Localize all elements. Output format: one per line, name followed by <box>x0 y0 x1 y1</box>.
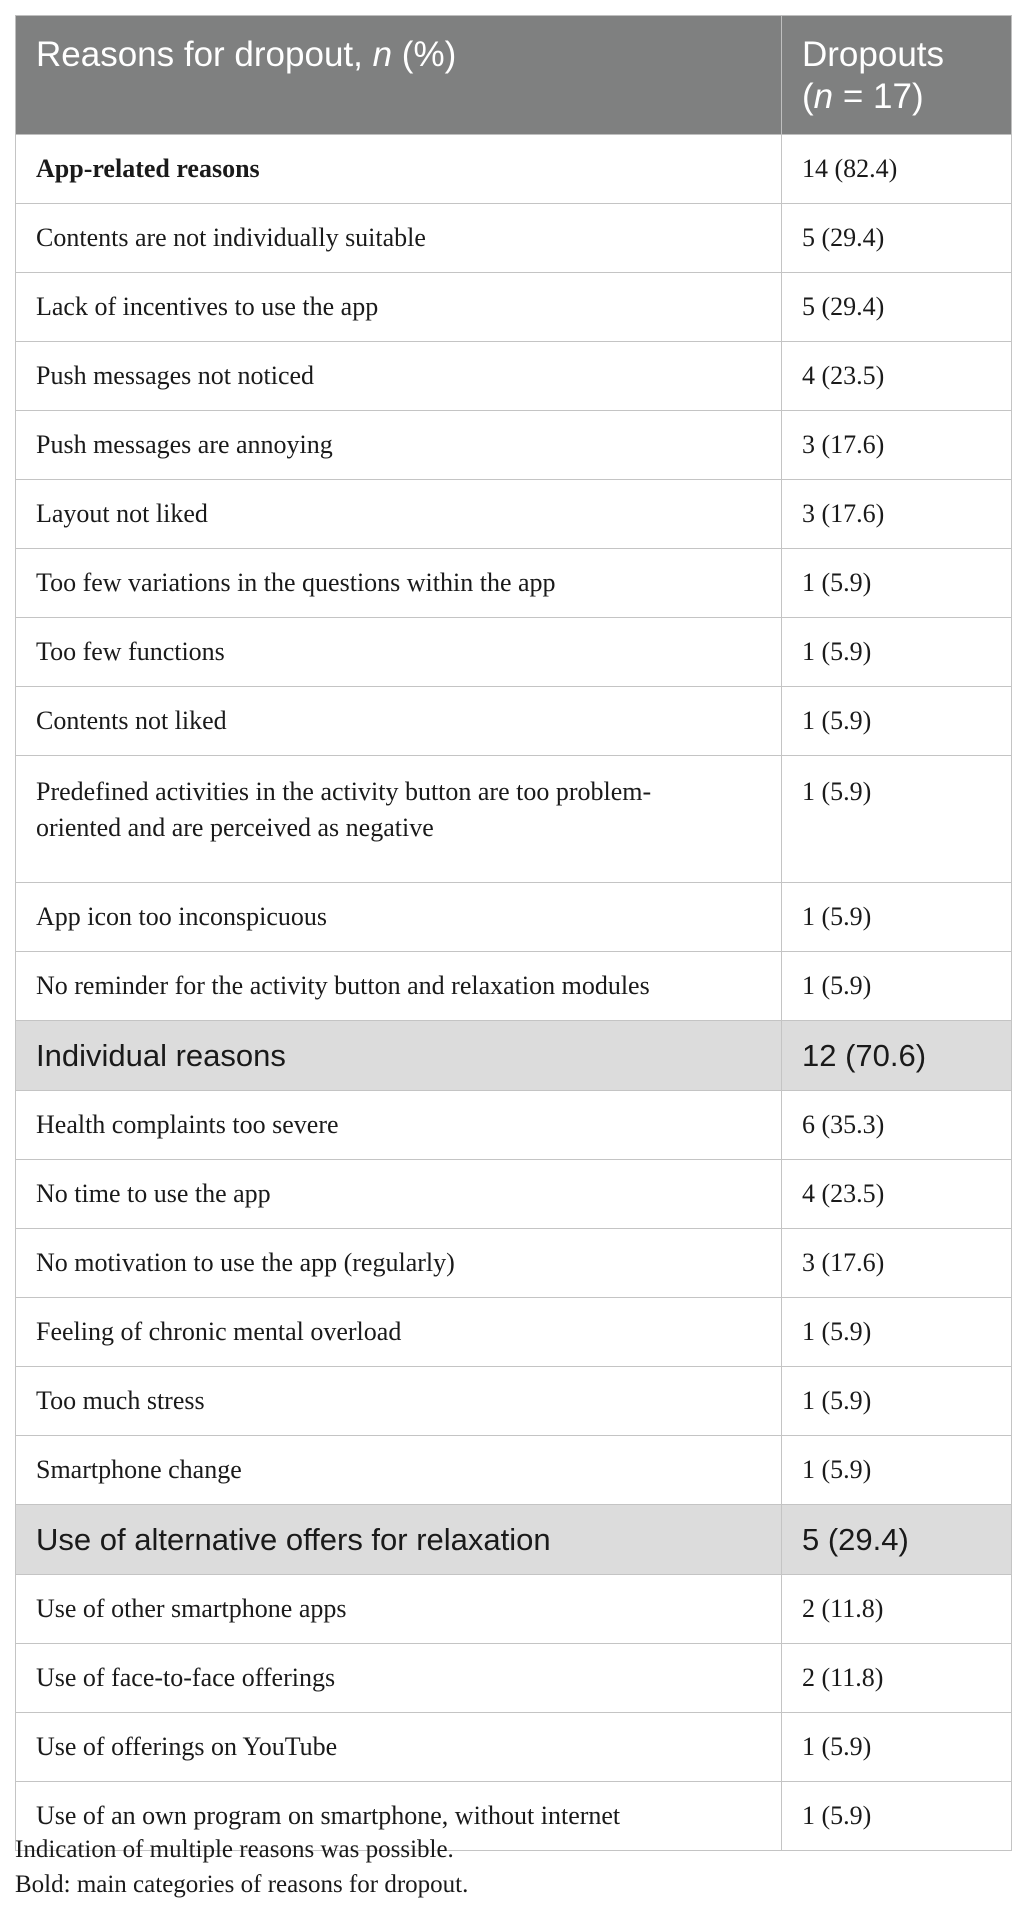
row-value: 1 (5.9) <box>782 1713 1012 1782</box>
row-label: No time to use the app <box>16 1160 782 1229</box>
header-dropouts-suffix: = 17) <box>833 77 924 116</box>
row-value: 4 (23.5) <box>782 1160 1012 1229</box>
row-value: 5 (29.4) <box>782 273 1012 342</box>
dropout-reasons-table <box>15 15 1012 1851</box>
table-row <box>16 756 1012 883</box>
table-row <box>16 1229 1012 1298</box>
table-row <box>16 1367 1012 1436</box>
category-label: Use of alternative offers for relaxation <box>16 1505 782 1575</box>
row-value: 1 (5.9) <box>782 883 1012 952</box>
header-reasons <box>16 16 782 135</box>
table-row <box>16 1298 1012 1367</box>
row-label: Push messages are annoying <box>16 411 782 480</box>
row-label: No motivation to use the app (regularly) <box>16 1229 782 1298</box>
row-value: 14 (82.4) <box>782 135 1012 204</box>
row-label <box>16 756 782 883</box>
row-label: Lack of incentives to use the app <box>16 273 782 342</box>
table-row <box>16 1575 1012 1644</box>
table-row <box>16 342 1012 411</box>
row-label: Feeling of chronic mental overload <box>16 1298 782 1367</box>
row-value: 1 (5.9) <box>782 1782 1012 1851</box>
table-row-app-related <box>16 135 1012 204</box>
table-row <box>16 1160 1012 1229</box>
table-row <box>16 480 1012 549</box>
table-row <box>16 952 1012 1021</box>
row-value: 3 (17.6) <box>782 480 1012 549</box>
table-row <box>16 687 1012 756</box>
row-label-line1: Predefined activities in the activity button are too problem- <box>36 777 652 806</box>
table-header-row <box>16 16 1012 135</box>
row-value: 1 (5.9) <box>782 618 1012 687</box>
row-value: 1 (5.9) <box>782 756 1012 883</box>
category-value: 5 (29.4) <box>782 1505 1012 1575</box>
header-reasons-prefix: Reasons for dropout, <box>36 35 373 74</box>
row-value: 1 (5.9) <box>782 1436 1012 1505</box>
table-row <box>16 1644 1012 1713</box>
row-value: 3 (17.6) <box>782 1229 1012 1298</box>
header-dropouts-n: n <box>813 77 834 116</box>
category-label: Individual reasons <box>16 1021 782 1091</box>
row-label: Too few variations in the questions within the app <box>16 549 782 618</box>
row-label: Use of an own program on smartphone, without internet <box>16 1782 782 1851</box>
row-value: 5 (29.4) <box>782 204 1012 273</box>
row-value: 1 (5.9) <box>782 1298 1012 1367</box>
category-row-individual <box>16 1021 1012 1091</box>
table-row <box>16 411 1012 480</box>
table-row <box>16 1091 1012 1160</box>
row-label: Too few functions <box>16 618 782 687</box>
table-row <box>16 618 1012 687</box>
table-row <box>16 1436 1012 1505</box>
row-label: Use of face-to-face offerings <box>16 1644 782 1713</box>
header-dropouts-line1: Dropouts <box>802 35 945 74</box>
category-row-alternative <box>16 1505 1012 1575</box>
row-value: 1 (5.9) <box>782 687 1012 756</box>
header-dropouts-open: ( <box>802 77 814 116</box>
footnote-multiple-reasons: Indication of multiple reasons was possible. <box>15 1836 454 1863</box>
row-value: 1 (5.9) <box>782 549 1012 618</box>
row-label: Layout not liked <box>16 480 782 549</box>
row-value: 6 (35.3) <box>782 1091 1012 1160</box>
category-value: 12 (70.6) <box>782 1021 1012 1091</box>
row-label: Use of offerings on YouTube <box>16 1713 782 1782</box>
row-label: App-related reasons <box>16 135 782 204</box>
row-label: Contents not liked <box>16 687 782 756</box>
row-value: 2 (11.8) <box>782 1575 1012 1644</box>
row-value: 4 (23.5) <box>782 342 1012 411</box>
row-label-line2: oriented and are perceived as negative <box>36 813 434 843</box>
row-label: Push messages not noticed <box>16 342 782 411</box>
row-label: Health complaints too severe <box>16 1091 782 1160</box>
row-value: 2 (11.8) <box>782 1644 1012 1713</box>
row-value: 1 (5.9) <box>782 952 1012 1021</box>
table-row <box>16 883 1012 952</box>
row-label: Smartphone change <box>16 1436 782 1505</box>
table-row <box>16 273 1012 342</box>
table-row <box>16 1713 1012 1782</box>
dropout-reasons-table-container <box>15 15 1011 1851</box>
row-label: Too much stress <box>16 1367 782 1436</box>
header-reasons-suffix: (%) <box>392 35 457 74</box>
header-reasons-n: n <box>372 35 393 74</box>
row-label: Contents are not individually suitable <box>16 204 782 273</box>
row-label: Use of other smartphone apps <box>16 1575 782 1644</box>
table-row <box>16 204 1012 273</box>
footnote-bold-meaning: Bold: main categories of reasons for dropout. <box>15 1871 469 1898</box>
row-label: No reminder for the activity button and relaxation modules <box>16 952 782 1021</box>
row-value: 1 (5.9) <box>782 1367 1012 1436</box>
row-value: 3 (17.6) <box>782 411 1012 480</box>
table-footnotes <box>15 1832 468 1902</box>
table-row <box>16 549 1012 618</box>
header-dropouts <box>782 16 1012 135</box>
row-label: App icon too inconspicuous <box>16 883 782 952</box>
